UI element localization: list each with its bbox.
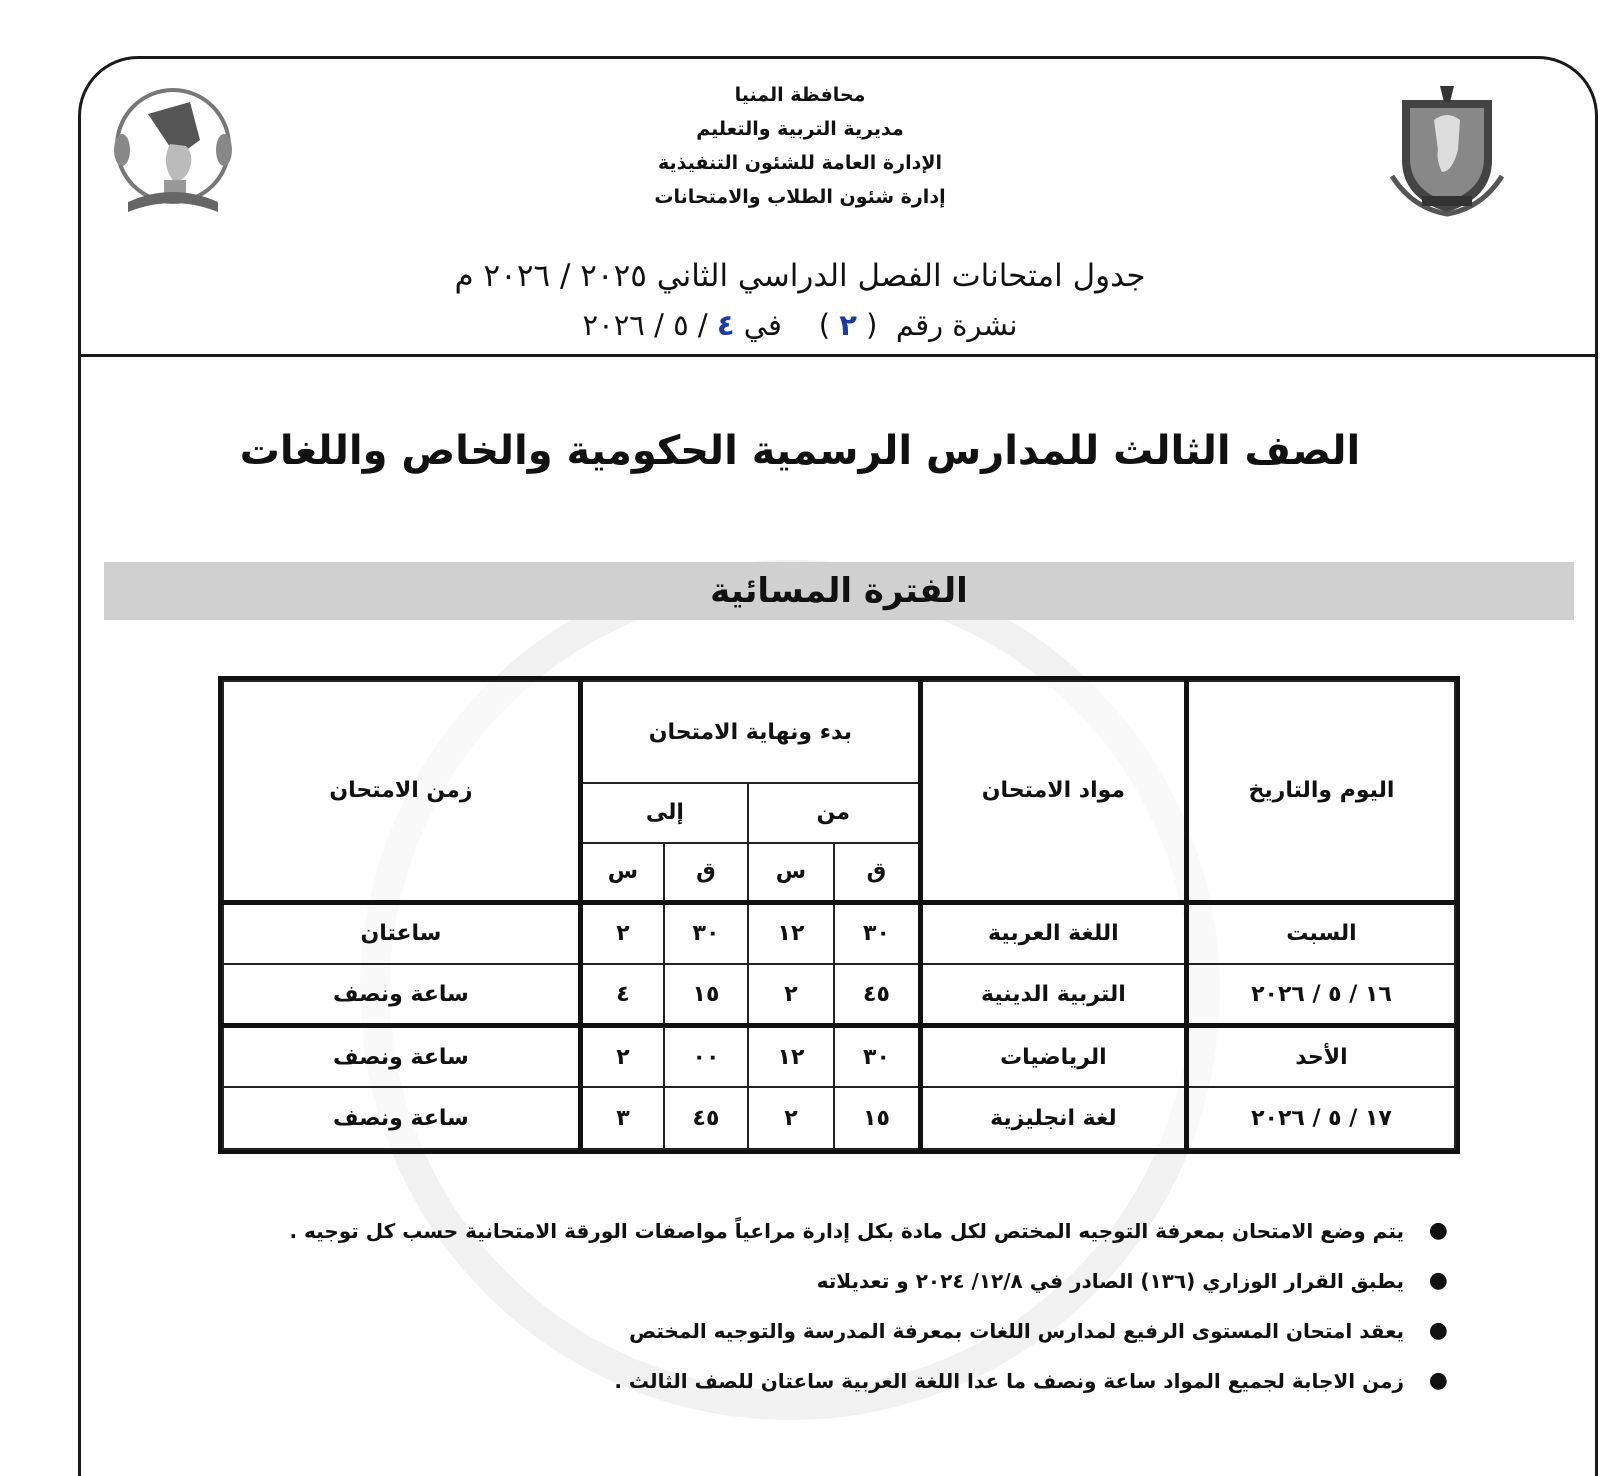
- header-from: من: [748, 783, 920, 843]
- duration-cell: ساعة ونصف: [223, 1026, 580, 1088]
- bulletin-year: ٢٠٢٦: [582, 308, 645, 342]
- bullet-icon: ●: [1428, 1218, 1448, 1243]
- from-minute-cell: ٤٥: [834, 964, 920, 1026]
- schedule-title: جدول امتحانات الفصل الدراسي الثاني ٢٠٢٥ / ٢٠٢٦ م: [454, 258, 1146, 294]
- day-name: السبت: [1186, 902, 1455, 964]
- list-item: [188, 1356, 1448, 1406]
- from-minute-cell: ٣٠: [834, 1026, 920, 1088]
- from-minute-cell: ٣٠: [834, 902, 920, 964]
- period-banner: [104, 562, 1574, 620]
- from-hour-cell: ٢: [748, 964, 834, 1026]
- duration-cell: ساعة ونصف: [223, 1087, 580, 1149]
- to-hour-cell: ٢: [580, 1026, 664, 1088]
- directorate-name: مديرية التربية والتعليم: [696, 118, 904, 140]
- to-hour-cell: ٢: [580, 902, 664, 964]
- grade-title: الصف الثالث للمدارس الرسمية الحكومية والخاص واللغات: [239, 428, 1361, 474]
- note-text: يطبق القرار الوزاري (١٣٦) الصادر في ١٢/٨/ ٢٠٢٤ و تعديلاته: [816, 1269, 1404, 1293]
- to-minute-cell: ٤٥: [664, 1087, 748, 1149]
- bulletin-number: ٢: [839, 308, 857, 342]
- governorate-name: محافظة المنيا: [734, 84, 866, 106]
- list-item: [188, 1256, 1448, 1306]
- table-row: [223, 1026, 1455, 1088]
- bulletin-in-label: في: [743, 308, 782, 342]
- day-name: الأحد: [1186, 1026, 1455, 1088]
- note-text: يعقد امتحان المستوى الرفيع لمدارس اللغات بمعرفة المدرسة والتوجيه المختص: [629, 1319, 1404, 1343]
- bullet-icon: ●: [1428, 1268, 1448, 1293]
- to-hour-cell: ٤: [580, 964, 664, 1026]
- header-from-minute: ق: [834, 843, 920, 903]
- from-hour-cell: ١٢: [748, 1026, 834, 1088]
- day-date: ١٦ / ٥ / ٢٠٢٦: [1186, 964, 1455, 1026]
- from-hour-cell: ١٢: [748, 902, 834, 964]
- subject-cell: الرياضيات: [920, 1026, 1186, 1088]
- subject-cell: اللغة العربية: [920, 902, 1186, 964]
- header-subjects: مواد الامتحان: [920, 681, 1186, 902]
- department-name: إدارة شئون الطلاب والامتحانات: [654, 186, 946, 208]
- subject-cell: التربية الدينية: [920, 964, 1186, 1026]
- duration-cell: ساعتان: [223, 902, 580, 964]
- header-to-hour: س: [580, 843, 664, 903]
- table-row: [223, 964, 1455, 1026]
- duration-cell: ساعة ونصف: [223, 964, 580, 1026]
- note-text: يتم وضع الامتحان بمعرفة التوجيه المختص لكل مادة بكل إدارة مراعياً مواصفات الورقة الامتحانية حسب كل توجيه .: [289, 1219, 1404, 1243]
- to-minute-cell: ١٥: [664, 964, 748, 1026]
- table-row: [223, 902, 1455, 964]
- header-from-hour: س: [748, 843, 834, 903]
- header-to: إلى: [580, 783, 748, 843]
- bulletin-month: ٥: [673, 308, 689, 342]
- issuing-authority-header: [0, 78, 1600, 214]
- to-minute-cell: ٣٠: [664, 902, 748, 964]
- list-item: [188, 1306, 1448, 1356]
- subject-cell: لغة انجليزية: [920, 1087, 1186, 1149]
- bullet-icon: ●: [1428, 1318, 1448, 1343]
- general-administration-name: الإدارة العامة للشئون التنفيذية: [657, 152, 943, 174]
- table-row: [223, 1087, 1455, 1149]
- header-day-date: اليوم والتاريخ: [1186, 681, 1455, 902]
- list-item: [188, 1206, 1448, 1256]
- period-label: الفترة المسائية: [710, 571, 968, 611]
- to-minute-cell: ٠٠: [664, 1026, 748, 1088]
- header-divider: [80, 354, 1598, 357]
- header-start-end: بدء ونهاية الامتحان: [580, 681, 920, 783]
- from-hour-cell: ٢: [748, 1087, 834, 1149]
- bulletin-label: نشرة رقم: [895, 308, 1018, 342]
- from-minute-cell: ١٥: [834, 1087, 920, 1149]
- bullet-icon: ●: [1428, 1368, 1448, 1393]
- note-text: زمن الاجابة لجميع المواد ساعة ونصف ما عدا اللغة العربية ساعتان للصف الثالث .: [614, 1369, 1404, 1393]
- day-date: ١٧ / ٥ / ٢٠٢٦: [1186, 1087, 1455, 1149]
- exam-schedule-table: [218, 676, 1460, 1154]
- to-hour-cell: ٣: [580, 1087, 664, 1149]
- notes-list: [188, 1206, 1448, 1406]
- header-duration: زمن الامتحان: [223, 681, 580, 902]
- bulletin-day: ٤: [716, 308, 735, 342]
- bulletin-line: نشرة رقم ( ٢ ) في ٤ / ٥ / ٢٠٢٦: [582, 308, 1018, 342]
- header-to-minute: ق: [664, 843, 748, 903]
